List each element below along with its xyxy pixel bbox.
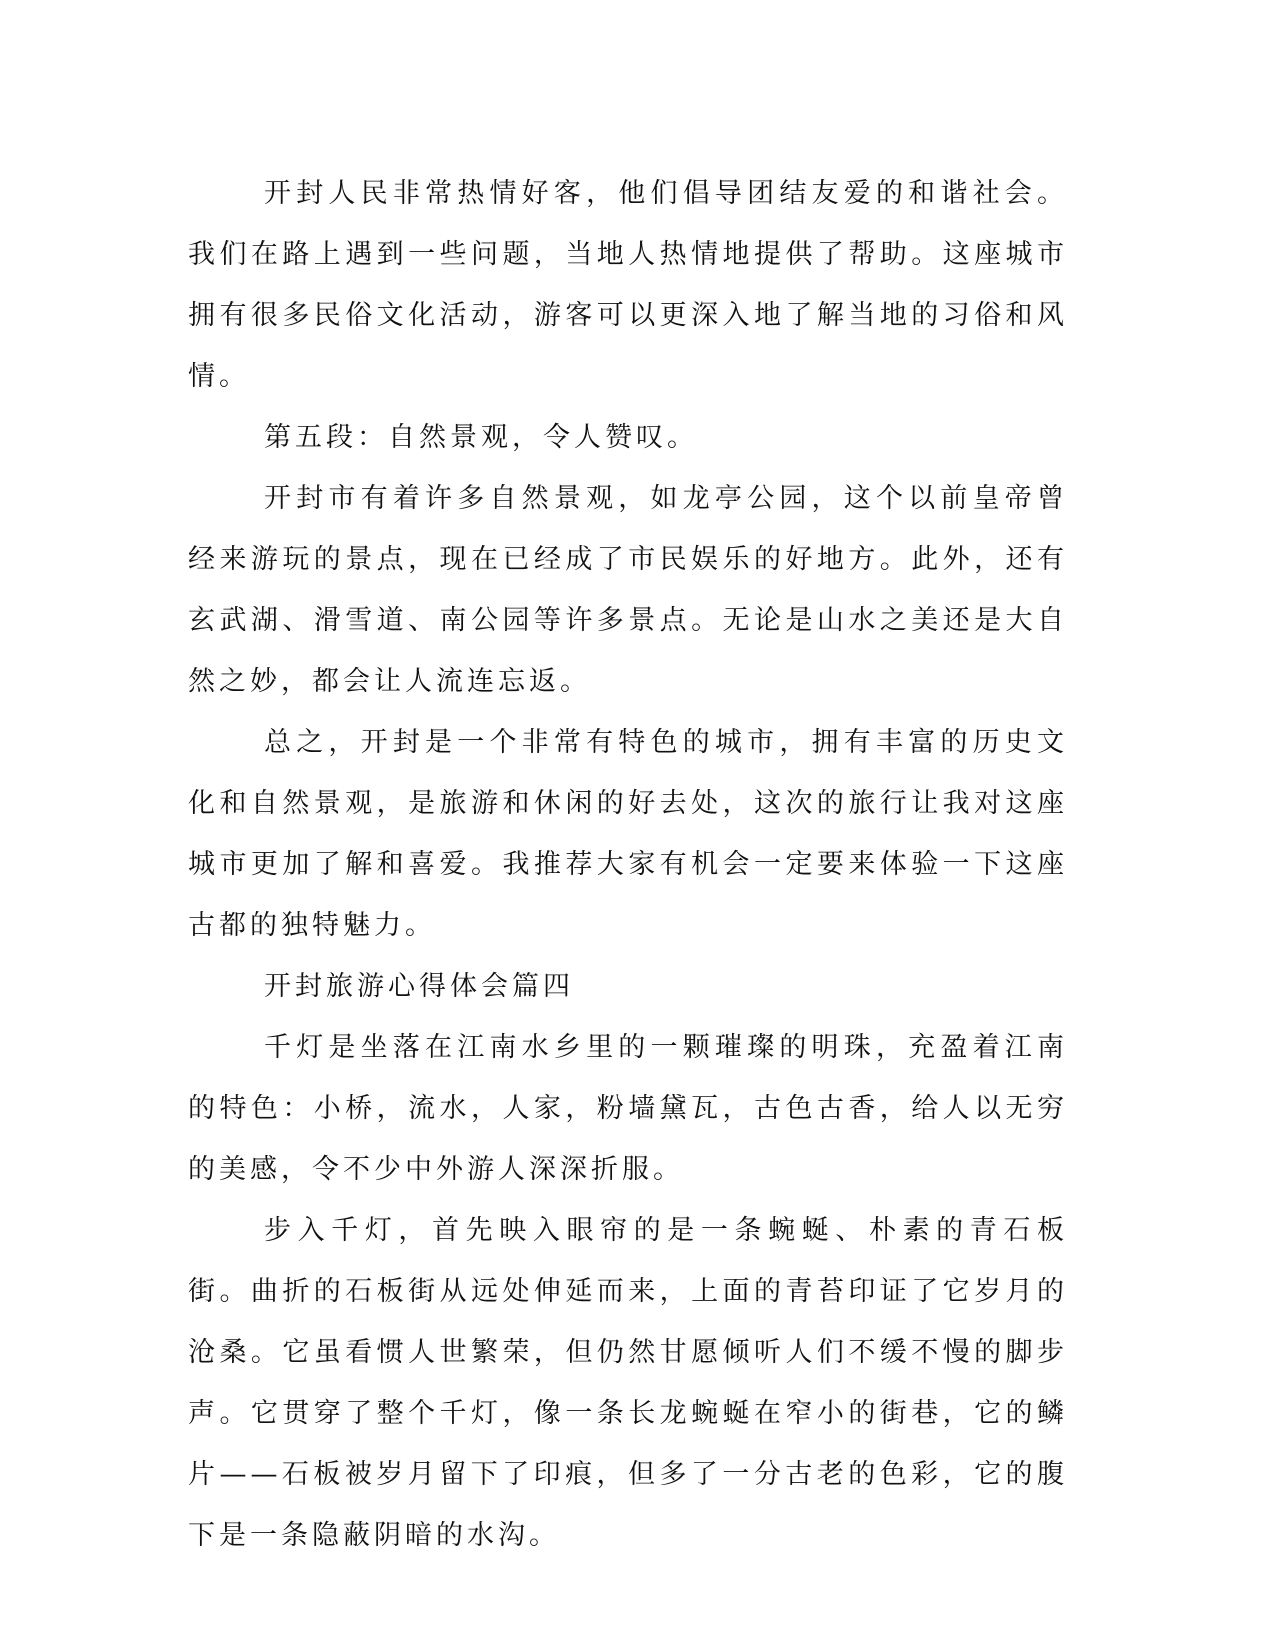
paragraph-qiandeng-intro: 千灯是坐落在江南水乡里的一颗璀璨的明珠，充盈着江南的特色：小桥，流水，人家，粉墙黛瓦，古色古香，给人以无穷的美感，令不少中外游人深深折服。	[188, 1032, 1068, 1185]
paragraph-hospitality: 开封人民非常热情好客，他们倡导团结友爱的和谐社会。我们在路上遇到一些问题，当地人热情地提供了帮助。这座城市拥有很多民俗文化活动，游客可以更深入地了解当地的习俗和风情。	[188, 178, 1068, 392]
paragraph-natural-scenery: 开封市有着许多自然景观，如龙亭公园，这个以前皇帝曾经来游玩的景点，现在已经成了市民娱乐的好地方。此外，还有玄武湖、滑雪道、南公园等许多景点。无论是山水之美还是大自然之妙，都会让人流连忘返。	[188, 483, 1068, 697]
paragraph-conclusion: 总之，开封是一个非常有特色的城市，拥有丰富的历史文化和自然景观，是旅游和休闲的好去处，这次的旅行让我对这座城市更加了解和喜爱。我推荐大家有机会一定要来体验一下这座古都的独特魅力。	[188, 727, 1068, 941]
article-title-part-four: 开封旅游心得体会篇四	[264, 971, 574, 1002]
document-body	[188, 163, 1068, 1566]
paragraph-stone-street: 步入千灯，首先映入眼帘的是一条蜿蜒、朴素的青石板街。曲折的石板街从远处伸延而来，上面的青苔印证了它岁月的沧桑。它虽看惯人世繁荣，但仍然甘愿倾听人们不缓不慢的脚步声。它贯穿了整个千灯，像一条长龙蜿蜒在窄小的街巷，它的鳞片——石板被岁月留下了印痕，但多了一分古老的色彩，它的腹下是一条隐蔽阴暗的水沟。	[188, 1215, 1068, 1551]
section-heading-natural-scenery: 第五段：自然景观，令人赞叹。	[264, 422, 698, 453]
